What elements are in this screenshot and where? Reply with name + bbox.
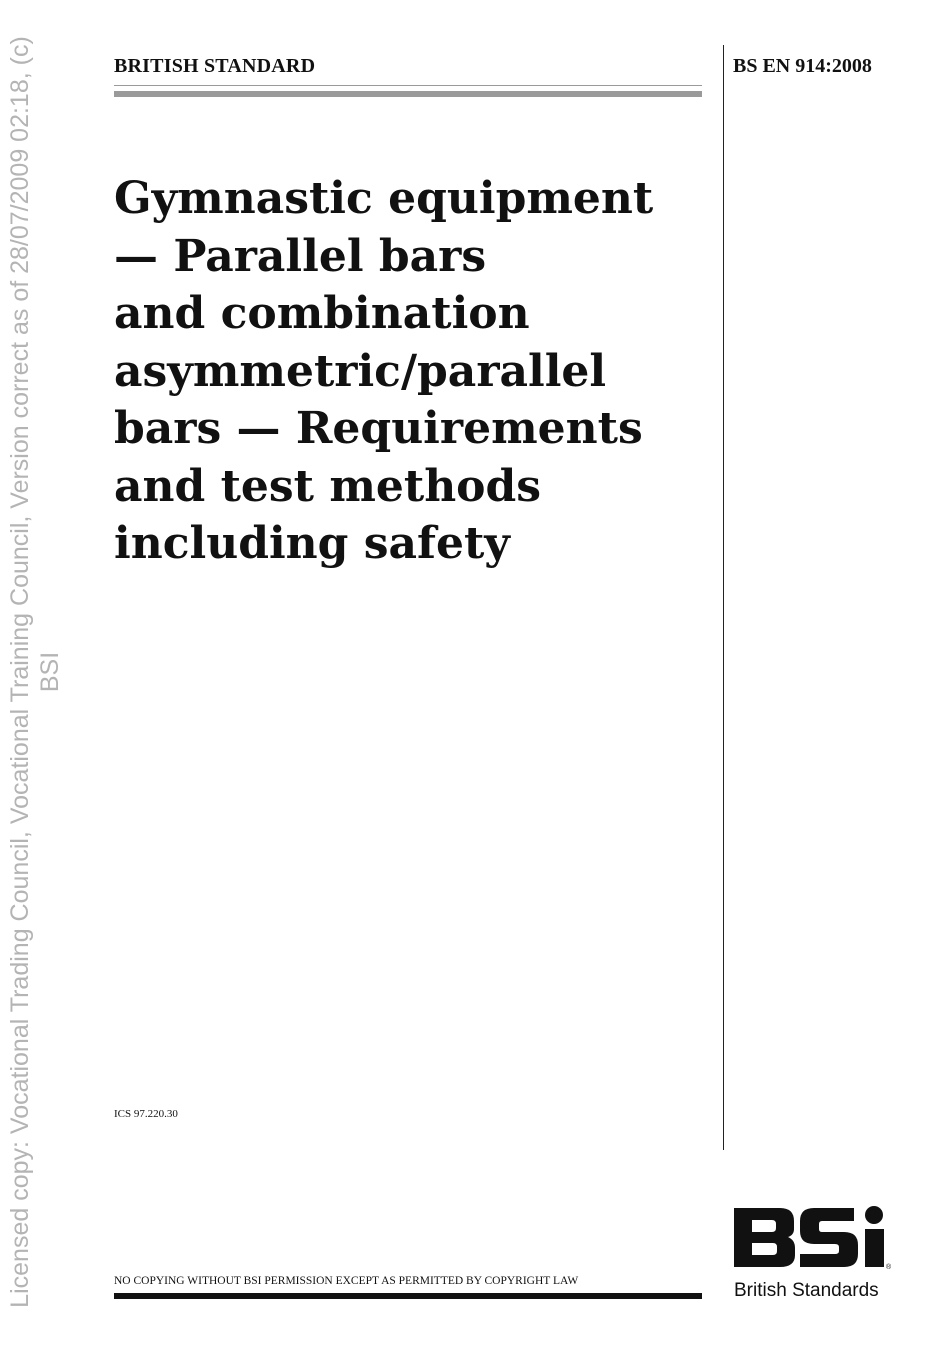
- logo-letter-b: [734, 1208, 795, 1267]
- title-line: including safety: [114, 518, 510, 569]
- registered-mark: ®: [886, 1264, 892, 1271]
- license-watermark: [0, 0, 70, 1345]
- title-line: and test methods: [114, 460, 542, 512]
- ics-code: ICS 97.220.30: [114, 1108, 178, 1120]
- column-divider: [723, 45, 724, 1150]
- watermark-line-1: Licensed copy: Vocational Trading Council, Vocational Training Council, Version correct as of 28/07/2009 02:18, (c): [6, 36, 34, 1308]
- header-thin-rule: [114, 85, 702, 86]
- title-line: Gymnastic equipment: [114, 173, 654, 224]
- logo-letter-i: [865, 1206, 884, 1267]
- document-code: BS EN 914:2008: [733, 55, 872, 77]
- logo-letter-s: [800, 1208, 858, 1267]
- title-line: — Parallel bars: [114, 230, 487, 282]
- footer-rule: [114, 1293, 702, 1299]
- standard-type-label: BRITISH STANDARD: [114, 55, 316, 77]
- document-title: [114, 170, 704, 573]
- title-line: bars — Requirements: [114, 403, 643, 454]
- watermark-line-2: BSI: [36, 651, 64, 693]
- logo-caption: British Standards: [734, 1280, 879, 1301]
- copyright-notice: NO COPYING WITHOUT BSI PERMISSION EXCEPT AS PERMITTED BY COPYRIGHT LAW: [114, 1275, 579, 1287]
- title-line: asymmetric/parallel: [114, 345, 607, 397]
- header-thick-rule: [114, 91, 702, 97]
- title-line: and combination: [114, 288, 530, 339]
